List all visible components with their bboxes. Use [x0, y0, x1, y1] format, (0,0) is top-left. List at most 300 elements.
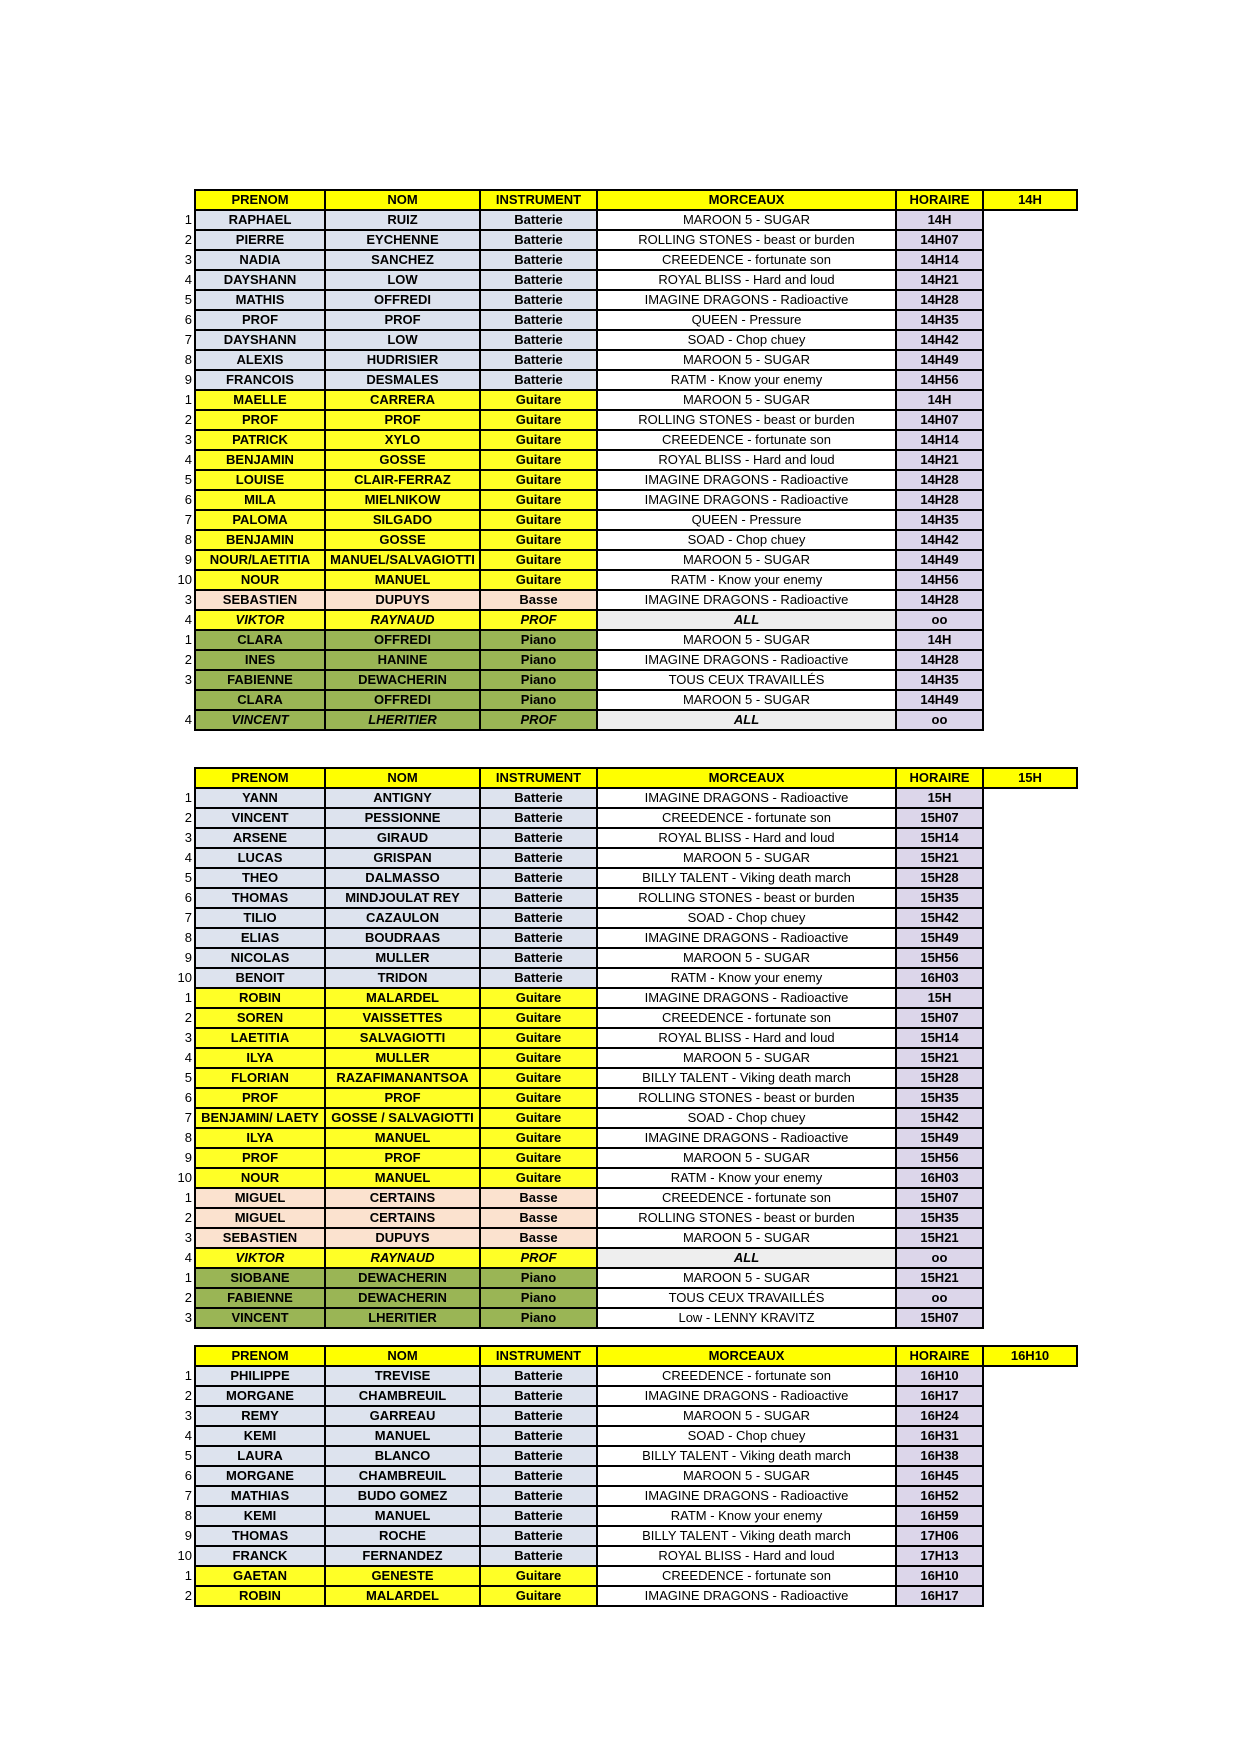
- row-number: 5: [168, 868, 195, 888]
- table-row: [168, 808, 1077, 828]
- table-row: [168, 1446, 1077, 1466]
- cell-prenom: MORGANE: [195, 1386, 325, 1406]
- row-number: 9: [168, 370, 195, 390]
- cell-instrument: Batterie: [480, 888, 597, 908]
- cell-instrument: Batterie: [480, 1506, 597, 1526]
- cell-nom: MANUEL: [325, 1128, 480, 1148]
- cell-morceau: MAROON 5 - SUGAR: [597, 1268, 896, 1288]
- empty-cell: [983, 1386, 1077, 1406]
- cell-prenom: LOUISE: [195, 470, 325, 490]
- cell-horaire: oo: [896, 1288, 983, 1308]
- table-row: [168, 670, 1077, 690]
- cell-horaire: 14H35: [896, 310, 983, 330]
- cell-prenom: PROF: [195, 1148, 325, 1168]
- table-row: [168, 310, 1077, 330]
- cell-horaire: oo: [896, 1248, 983, 1268]
- cell-prenom: MATHIS: [195, 290, 325, 310]
- cell-prenom: THOMAS: [195, 888, 325, 908]
- cell-prenom: NADIA: [195, 250, 325, 270]
- row-number: 7: [168, 330, 195, 350]
- empty-cell: [983, 370, 1077, 390]
- cell-nom: ROCHE: [325, 1526, 480, 1546]
- empty-cell: [983, 1168, 1077, 1188]
- cell-prenom: FRANCK: [195, 1546, 325, 1566]
- cell-prenom: NOUR: [195, 1168, 325, 1188]
- cell-morceau: IMAGINE DRAGONS - Radioactive: [597, 470, 896, 490]
- schedule-table: [168, 767, 1078, 1329]
- cell-prenom: KEMI: [195, 1426, 325, 1446]
- row-number: 2: [168, 410, 195, 430]
- header-nom: NOM: [325, 1346, 480, 1366]
- cell-morceau: MAROON 5 - SUGAR: [597, 948, 896, 968]
- table-row: [168, 1168, 1077, 1188]
- cell-horaire: 16H03: [896, 1168, 983, 1188]
- empty-cell: [983, 1308, 1077, 1328]
- cell-morceau: IMAGINE DRAGONS - Radioactive: [597, 928, 896, 948]
- cell-instrument: Guitare: [480, 1148, 597, 1168]
- cell-horaire: 14H: [896, 390, 983, 410]
- cell-prenom: SOREN: [195, 1008, 325, 1028]
- empty-cell: [983, 1128, 1077, 1148]
- cell-morceau: CREEDENCE - fortunate son: [597, 1366, 896, 1386]
- cell-instrument: Guitare: [480, 1168, 597, 1188]
- cell-nom: MALARDEL: [325, 988, 480, 1008]
- cell-horaire: 15H56: [896, 1148, 983, 1168]
- row-number: 5: [168, 290, 195, 310]
- row-number: 8: [168, 350, 195, 370]
- row-number: 1: [168, 1366, 195, 1386]
- cell-morceau: ALL: [597, 710, 896, 730]
- cell-instrument: Batterie: [480, 1386, 597, 1406]
- cell-instrument: Batterie: [480, 968, 597, 988]
- row-number: 2: [168, 650, 195, 670]
- cell-horaire: 14H42: [896, 530, 983, 550]
- cell-horaire: 15H: [896, 988, 983, 1008]
- cell-instrument: Guitare: [480, 550, 597, 570]
- cell-horaire: 16H31: [896, 1426, 983, 1446]
- cell-horaire: 14H: [896, 210, 983, 230]
- row-number: 9: [168, 1148, 195, 1168]
- cell-morceau: IMAGINE DRAGONS - Radioactive: [597, 490, 896, 510]
- row-number: 10: [168, 968, 195, 988]
- cell-horaire: 15H14: [896, 828, 983, 848]
- cell-nom: GRISPAN: [325, 848, 480, 868]
- cell-nom: CHAMBREUIL: [325, 1386, 480, 1406]
- cell-prenom: ARSENE: [195, 828, 325, 848]
- cell-horaire: 16H17: [896, 1386, 983, 1406]
- cell-instrument: Batterie: [480, 270, 597, 290]
- cell-horaire: 15H49: [896, 1128, 983, 1148]
- table-row: [168, 1546, 1077, 1566]
- table-row: [168, 430, 1077, 450]
- header-instrument: INSTRUMENT: [480, 768, 597, 788]
- cell-morceau: ROLLING STONES - beast or burden: [597, 230, 896, 250]
- cell-morceau: ROYAL BLISS - Hard and loud: [597, 828, 896, 848]
- cell-prenom: FRANCOIS: [195, 370, 325, 390]
- cell-instrument: Batterie: [480, 788, 597, 808]
- table-row: [168, 210, 1077, 230]
- cell-morceau: SOAD - Chop chuey: [597, 330, 896, 350]
- time-slot-label: 14H: [983, 190, 1077, 210]
- cell-instrument: Guitare: [480, 1068, 597, 1088]
- row-number: 7: [168, 510, 195, 530]
- empty-cell: [983, 650, 1077, 670]
- table-row: [168, 1586, 1077, 1606]
- empty-cell: [983, 1208, 1077, 1228]
- cell-nom: MIELNIKOW: [325, 490, 480, 510]
- row-number: 4: [168, 1248, 195, 1268]
- cell-instrument: Guitare: [480, 1048, 597, 1068]
- row-number: 4: [168, 270, 195, 290]
- row-number: 1: [168, 630, 195, 650]
- cell-morceau: MAROON 5 - SUGAR: [597, 1466, 896, 1486]
- cell-morceau: IMAGINE DRAGONS - Radioactive: [597, 788, 896, 808]
- empty-cell: [983, 1366, 1077, 1386]
- cell-horaire: 15H07: [896, 1188, 983, 1208]
- cell-instrument: Guitare: [480, 510, 597, 530]
- row-number: [168, 690, 195, 710]
- row-number: 6: [168, 1088, 195, 1108]
- cell-prenom: NOUR: [195, 570, 325, 590]
- cell-horaire: 14H56: [896, 370, 983, 390]
- schedule-block-15h: [168, 767, 1078, 1329]
- cell-prenom: BENJAMIN: [195, 450, 325, 470]
- cell-prenom: CLARA: [195, 630, 325, 650]
- cell-morceau: BILLY TALENT - Viking death march: [597, 1526, 896, 1546]
- cell-prenom: THEO: [195, 868, 325, 888]
- table-row: [168, 450, 1077, 470]
- cell-nom: EYCHENNE: [325, 230, 480, 250]
- cell-horaire: 16H17: [896, 1586, 983, 1606]
- table-row: [168, 1268, 1077, 1288]
- row-number: 4: [168, 610, 195, 630]
- cell-horaire: oo: [896, 710, 983, 730]
- empty-cell: [983, 450, 1077, 470]
- cell-horaire: 14H49: [896, 350, 983, 370]
- cell-nom: PROF: [325, 310, 480, 330]
- row-number: 10: [168, 1546, 195, 1566]
- cell-nom: GOSSE: [325, 450, 480, 470]
- cell-horaire: 15H42: [896, 1108, 983, 1128]
- empty-cell: [983, 1426, 1077, 1446]
- header-horaire: HORAIRE: [896, 190, 983, 210]
- header-morceaux: MORCEAUX: [597, 768, 896, 788]
- cell-horaire: 16H10: [896, 1366, 983, 1386]
- empty-cell: [983, 1288, 1077, 1308]
- cell-instrument: Batterie: [480, 1486, 597, 1506]
- cell-morceau: IMAGINE DRAGONS - Radioactive: [597, 988, 896, 1008]
- row-number: 9: [168, 948, 195, 968]
- cell-nom: DEWACHERIN: [325, 1288, 480, 1308]
- table-row: [168, 1526, 1077, 1546]
- row-number: 3: [168, 250, 195, 270]
- cell-morceau: IMAGINE DRAGONS - Radioactive: [597, 1386, 896, 1406]
- row-number: 1: [168, 1188, 195, 1208]
- cell-morceau: CREEDENCE - fortunate son: [597, 808, 896, 828]
- row-number: 10: [168, 1168, 195, 1188]
- row-number: 2: [168, 1288, 195, 1308]
- cell-nom: DALMASSO: [325, 868, 480, 888]
- row-number: 10: [168, 570, 195, 590]
- table-row: [168, 1128, 1077, 1148]
- cell-prenom: PATRICK: [195, 430, 325, 450]
- cell-prenom: THOMAS: [195, 1526, 325, 1546]
- table-row: [168, 1386, 1077, 1406]
- empty-cell: [983, 670, 1077, 690]
- empty-cell: [983, 1406, 1077, 1426]
- cell-instrument: Batterie: [480, 868, 597, 888]
- cell-horaire: 15H49: [896, 928, 983, 948]
- table-row: [168, 1566, 1077, 1586]
- row-number: 1: [168, 988, 195, 1008]
- header-morceaux: MORCEAUX: [597, 1346, 896, 1366]
- cell-instrument: Guitare: [480, 1088, 597, 1108]
- cell-horaire: 15H21: [896, 1048, 983, 1068]
- cell-horaire: 15H: [896, 788, 983, 808]
- row-number: 8: [168, 928, 195, 948]
- cell-nom: BUDO GOMEZ: [325, 1486, 480, 1506]
- cell-horaire: 16H52: [896, 1486, 983, 1506]
- cell-nom: CLAIR-FERRAZ: [325, 470, 480, 490]
- empty-cell: [983, 350, 1077, 370]
- cell-nom: MULLER: [325, 1048, 480, 1068]
- cell-instrument: Batterie: [480, 1406, 597, 1426]
- cell-nom: DUPUYS: [325, 1228, 480, 1248]
- cell-prenom: YANN: [195, 788, 325, 808]
- cell-instrument: Batterie: [480, 1466, 597, 1486]
- table-row: [168, 330, 1077, 350]
- cell-morceau: ROYAL BLISS - Hard and loud: [597, 450, 896, 470]
- cell-morceau: IMAGINE DRAGONS - Radioactive: [597, 1486, 896, 1506]
- cell-prenom: FABIENNE: [195, 1288, 325, 1308]
- cell-prenom: MILA: [195, 490, 325, 510]
- table-row: [168, 350, 1077, 370]
- table-row: [168, 888, 1077, 908]
- cell-instrument: Batterie: [480, 1366, 597, 1386]
- cell-prenom: MAELLE: [195, 390, 325, 410]
- cell-morceau: ROLLING STONES - beast or burden: [597, 888, 896, 908]
- cell-nom: CAZAULON: [325, 908, 480, 928]
- cell-prenom: NICOLAS: [195, 948, 325, 968]
- row-number: 5: [168, 1068, 195, 1088]
- row-number: 2: [168, 1208, 195, 1228]
- cell-instrument: Guitare: [480, 1586, 597, 1606]
- cell-prenom: MORGANE: [195, 1466, 325, 1486]
- cell-horaire: 14H56: [896, 570, 983, 590]
- cell-nom: SILGADO: [325, 510, 480, 530]
- table-row: [168, 848, 1077, 868]
- cell-morceau: MAROON 5 - SUGAR: [597, 1228, 896, 1248]
- cell-instrument: Batterie: [480, 948, 597, 968]
- empty-cell: [983, 690, 1077, 710]
- cell-nom: LHERITIER: [325, 1308, 480, 1328]
- row-number: 3: [168, 1406, 195, 1426]
- cell-morceau: ROYAL BLISS - Hard and loud: [597, 1546, 896, 1566]
- cell-nom: BLANCO: [325, 1446, 480, 1466]
- cell-morceau: MAROON 5 - SUGAR: [597, 350, 896, 370]
- cell-prenom: ROBIN: [195, 1586, 325, 1606]
- cell-prenom: VIKTOR: [195, 1248, 325, 1268]
- row-number: 2: [168, 1586, 195, 1606]
- cell-morceau: SOAD - Chop chuey: [597, 1108, 896, 1128]
- cell-prenom: ROBIN: [195, 988, 325, 1008]
- cell-morceau: ALL: [597, 1248, 896, 1268]
- cell-nom: RAYNAUD: [325, 610, 480, 630]
- cell-instrument: Batterie: [480, 1446, 597, 1466]
- cell-instrument: Guitare: [480, 410, 597, 430]
- table-row: [168, 948, 1077, 968]
- row-number: 8: [168, 530, 195, 550]
- table-row: [168, 690, 1077, 710]
- table-row: [168, 968, 1077, 988]
- cell-horaire: 15H07: [896, 808, 983, 828]
- cell-horaire: 16H38: [896, 1446, 983, 1466]
- cell-instrument: Batterie: [480, 330, 597, 350]
- cell-instrument: Batterie: [480, 1426, 597, 1446]
- cell-prenom: VIKTOR: [195, 610, 325, 630]
- row-number: 8: [168, 1506, 195, 1526]
- cell-instrument: Batterie: [480, 310, 597, 330]
- header-nom: NOM: [325, 190, 480, 210]
- cell-prenom: INES: [195, 650, 325, 670]
- table-row: [168, 1028, 1077, 1048]
- row-number: 4: [168, 1048, 195, 1068]
- cell-instrument: Guitare: [480, 530, 597, 550]
- empty-cell: [983, 1268, 1077, 1288]
- cell-prenom: PROF: [195, 1088, 325, 1108]
- cell-instrument: Piano: [480, 1308, 597, 1328]
- cell-prenom: PROF: [195, 410, 325, 430]
- cell-instrument: Batterie: [480, 828, 597, 848]
- cell-nom: GENESTE: [325, 1566, 480, 1586]
- cell-instrument: Guitare: [480, 430, 597, 450]
- schedule-table: [168, 189, 1078, 731]
- cell-prenom: FABIENNE: [195, 670, 325, 690]
- row-number-header: [168, 190, 195, 210]
- cell-morceau: ROLLING STONES - beast or burden: [597, 410, 896, 430]
- row-number: 4: [168, 450, 195, 470]
- cell-instrument: Guitare: [480, 570, 597, 590]
- cell-nom: TRIDON: [325, 968, 480, 988]
- cell-morceau: CREEDENCE - fortunate son: [597, 1566, 896, 1586]
- table-row: [168, 988, 1077, 1008]
- cell-instrument: Guitare: [480, 450, 597, 470]
- cell-instrument: PROF: [480, 710, 597, 730]
- cell-instrument: Batterie: [480, 250, 597, 270]
- row-number: 3: [168, 1228, 195, 1248]
- row-number: 1: [168, 1268, 195, 1288]
- header-prenom: PRENOM: [195, 190, 325, 210]
- cell-horaire: 14H28: [896, 590, 983, 610]
- cell-instrument: Batterie: [480, 290, 597, 310]
- empty-cell: [983, 1108, 1077, 1128]
- cell-nom: GIRAUD: [325, 828, 480, 848]
- cell-instrument: Basse: [480, 1188, 597, 1208]
- cell-morceau: BILLY TALENT - Viking death march: [597, 868, 896, 888]
- cell-prenom: MIGUEL: [195, 1208, 325, 1228]
- cell-nom: RAYNAUD: [325, 1248, 480, 1268]
- cell-prenom: SIOBANE: [195, 1268, 325, 1288]
- cell-nom: MANUEL: [325, 1168, 480, 1188]
- empty-cell: [983, 290, 1077, 310]
- cell-nom: CERTAINS: [325, 1188, 480, 1208]
- cell-morceau: MAROON 5 - SUGAR: [597, 390, 896, 410]
- cell-instrument: Batterie: [480, 908, 597, 928]
- table-row: [168, 1088, 1077, 1108]
- cell-morceau: TOUS CEUX TRAVAILLÉS: [597, 670, 896, 690]
- header-instrument: INSTRUMENT: [480, 190, 597, 210]
- row-number: 5: [168, 1446, 195, 1466]
- header-nom: NOM: [325, 768, 480, 788]
- row-number: 2: [168, 230, 195, 250]
- empty-cell: [983, 1446, 1077, 1466]
- cell-morceau: TOUS CEUX TRAVAILLÉS: [597, 1288, 896, 1308]
- schedule-table: [168, 1345, 1078, 1607]
- cell-morceau: CREEDENCE - fortunate son: [597, 430, 896, 450]
- empty-cell: [983, 430, 1077, 450]
- cell-morceau: SOAD - Chop chuey: [597, 1426, 896, 1446]
- empty-cell: [983, 270, 1077, 290]
- cell-nom: FERNANDEZ: [325, 1546, 480, 1566]
- empty-cell: [983, 510, 1077, 530]
- cell-nom: MULLER: [325, 948, 480, 968]
- cell-prenom: PROF: [195, 310, 325, 330]
- cell-nom: VAISSETTES: [325, 1008, 480, 1028]
- cell-horaire: 15H07: [896, 1008, 983, 1028]
- cell-nom: LHERITIER: [325, 710, 480, 730]
- cell-horaire: 14H07: [896, 230, 983, 250]
- cell-prenom: VINCENT: [195, 808, 325, 828]
- cell-morceau: MAROON 5 - SUGAR: [597, 848, 896, 868]
- cell-morceau: CREEDENCE - fortunate son: [597, 1008, 896, 1028]
- cell-instrument: Batterie: [480, 848, 597, 868]
- cell-nom: GARREAU: [325, 1406, 480, 1426]
- cell-nom: CARRERA: [325, 390, 480, 410]
- cell-morceau: QUEEN - Pressure: [597, 510, 896, 530]
- cell-morceau: MAROON 5 - SUGAR: [597, 630, 896, 650]
- cell-prenom: DAYSHANN: [195, 270, 325, 290]
- cell-prenom: SEBASTIEN: [195, 1228, 325, 1248]
- table-row: [168, 510, 1077, 530]
- cell-horaire: 14H21: [896, 450, 983, 470]
- header-prenom: PRENOM: [195, 768, 325, 788]
- empty-cell: [983, 1088, 1077, 1108]
- table-row: [168, 868, 1077, 888]
- empty-cell: [983, 1008, 1077, 1028]
- cell-nom: MANUEL/SALVAGIOTTI: [325, 550, 480, 570]
- cell-horaire: 16H45: [896, 1466, 983, 1486]
- table-row: [168, 590, 1077, 610]
- cell-horaire: 14H42: [896, 330, 983, 350]
- time-slot-label: 15H: [983, 768, 1077, 788]
- cell-morceau: MAROON 5 - SUGAR: [597, 1148, 896, 1168]
- cell-morceau: IMAGINE DRAGONS - Radioactive: [597, 1586, 896, 1606]
- empty-cell: [983, 1586, 1077, 1606]
- empty-cell: [983, 390, 1077, 410]
- cell-prenom: ALEXIS: [195, 350, 325, 370]
- empty-cell: [983, 1566, 1077, 1586]
- cell-nom: DUPUYS: [325, 590, 480, 610]
- table-row: [168, 1188, 1077, 1208]
- cell-prenom: LUCAS: [195, 848, 325, 868]
- table-row: [168, 250, 1077, 270]
- table-row: [168, 828, 1077, 848]
- empty-cell: [983, 1546, 1077, 1566]
- row-number: 3: [168, 1028, 195, 1048]
- empty-cell: [983, 808, 1077, 828]
- empty-cell: [983, 1028, 1077, 1048]
- cell-morceau: QUEEN - Pressure: [597, 310, 896, 330]
